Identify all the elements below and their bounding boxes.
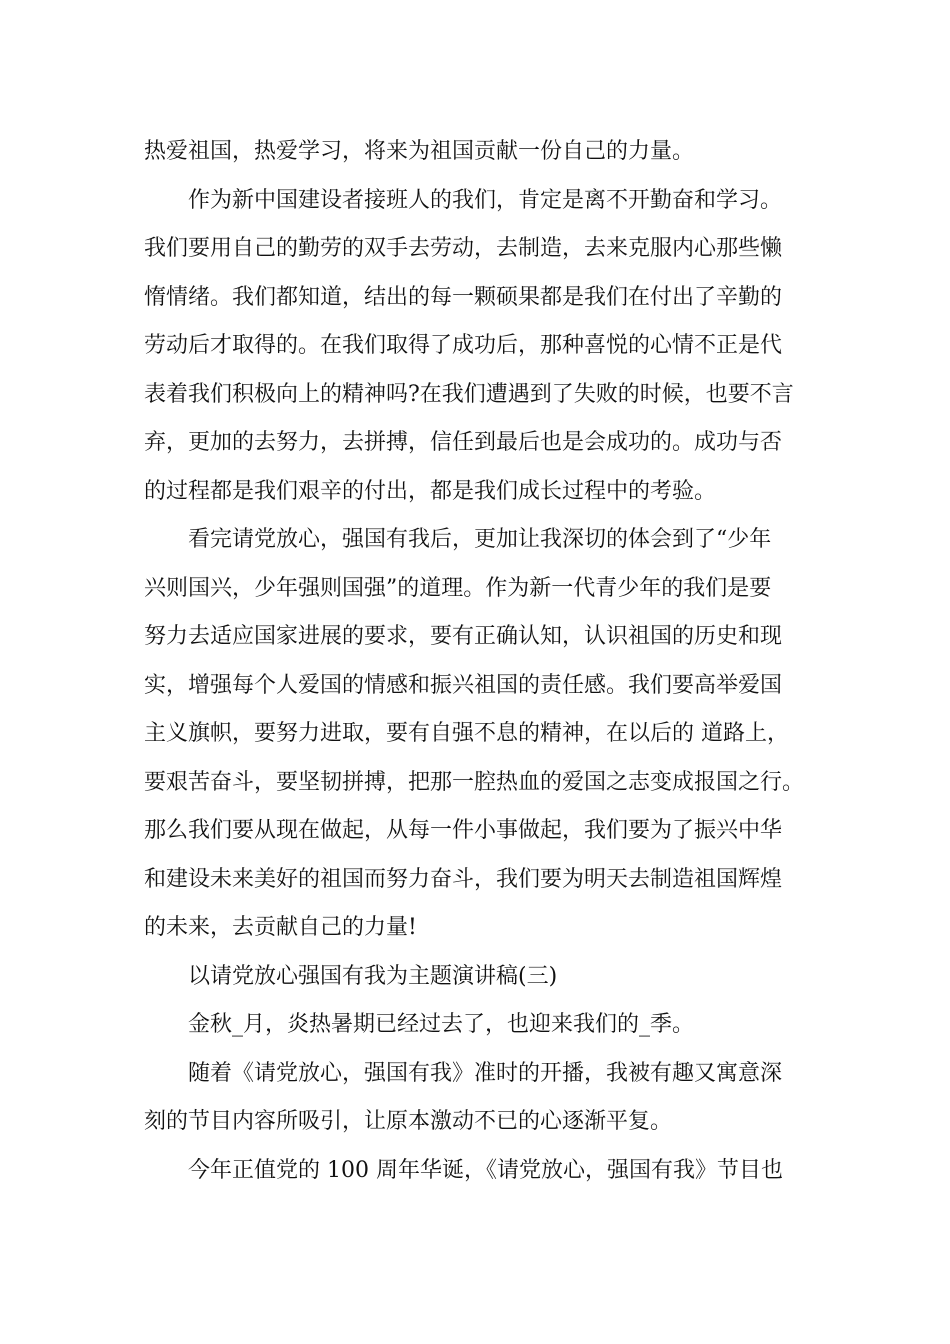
text-line-16: 和建设未来美好的祖国而努力奋斗，我们要为明天去制造祖国辉煌 <box>144 866 783 892</box>
text-line-12: 实，增强每个人爱国的情感和振兴祖国的责任感。我们要高举爱国 <box>144 672 783 698</box>
text-line-1: 热爱祖国，热爱学习，将来为祖国贡献一份自己的力量。 <box>144 139 695 164</box>
text-line-5: 劳动后才取得的。在我们取得了成功后，那种喜悦的心情不正是代 <box>144 333 783 358</box>
text-line-9: 看完请党放心，强国有我后，更加让我深切的体会到了“少年 <box>188 527 772 552</box>
text-line-10: 兴则国兴，少年强则国强”的道理。作为新一代青少年的我们是要 <box>144 575 772 601</box>
text-line-11: 努力去适应国家进展的要求，要有正确认知，认识祖国的历史和现 <box>144 624 783 649</box>
text-line-15: 那么我们要从现在做起，从每一件小事做起，我们要为了振兴中华 <box>144 818 783 843</box>
text-line-2: 作为新中国建设者接班人的我们，肯定是离不开勤奋和学习。 <box>188 187 783 213</box>
document-body <box>144 128 824 1195</box>
text-line-8: 的过程都是我们艰辛的付出，都是我们成长过程中的考验。 <box>144 478 717 504</box>
text-line-17: 的未来，去贡献自己的力量! <box>144 915 417 940</box>
text-line-7: 弃，更加的去努力，去拼搏，信任到最后也是会成功的。成功与否 <box>144 430 783 455</box>
text-line-21: 刻的节目内容所吸引，让原本激动不已的心逐渐平复。 <box>144 1109 673 1134</box>
text-line-13: 主义旗帜，要努力进取，要有自强不息的精神，在以后的 道路上， <box>144 721 789 746</box>
text-line-20: 随着《请党放心，强国有我》准时的开播，我被有趣又寓意深 <box>188 1060 783 1086</box>
text-line-22: 今年正值党的 100 周年华诞，《请党放心，强国有我》节目也 <box>188 1157 783 1183</box>
text-line-6: 表着我们积极向上的精神吗?在我们遭遇到了失败的时候，也要不言 <box>144 381 794 407</box>
text-line-14: 要艰苦奋斗，要坚韧拼搏，把那一腔热血的爱国之志变成报国之行。 <box>144 769 805 795</box>
text-line-19: 金秋_月，炎热暑期已经过去了，也迎来我们的_季。 <box>188 1012 695 1037</box>
text-line-3: 我们要用自己的勤劳的双手去劳动，去制造，去来克服内心那些懒 <box>144 236 783 261</box>
section-heading: 以请党放心强国有我为主题演讲稿(三) <box>188 963 558 989</box>
text-line-4: 惰情绪。我们都知道，结出的每一颗硕果都是我们在付出了辛勤的 <box>144 284 783 310</box>
